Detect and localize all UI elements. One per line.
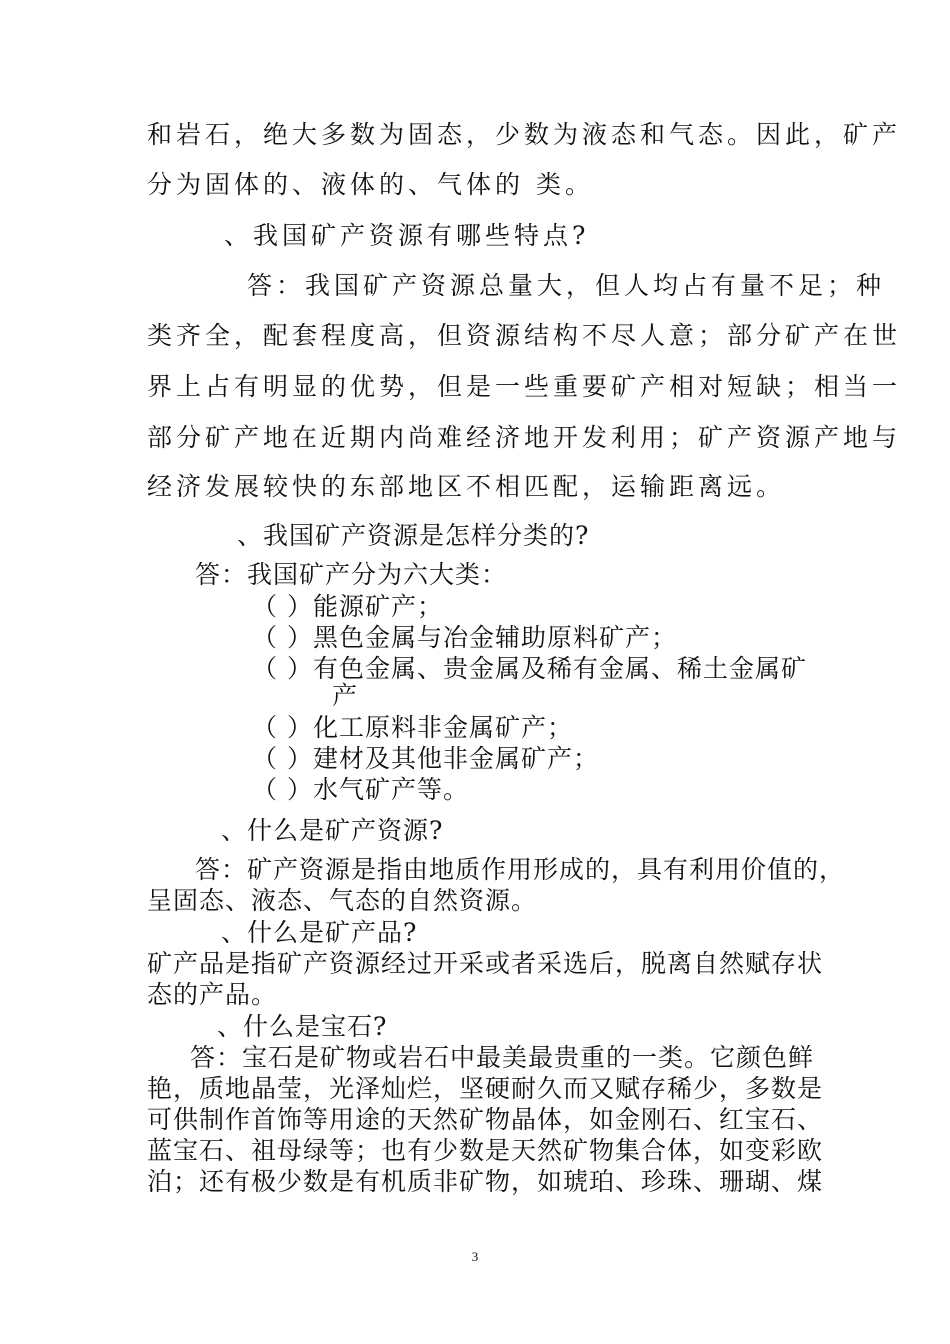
list-item: （ ）黑色金属与冶金辅助原料矿产； (252, 623, 677, 652)
question-heading: 、我国矿产资源有哪些特点? (224, 221, 590, 250)
answer-line: 答：宝石是矿物或岩石中最美最贵重的一类。它颜色鲜 (190, 1043, 815, 1072)
answer-line: 呈固态、液态、气态的自然资源。 (147, 886, 538, 915)
list-item: （ ）有色金属、贵金属及稀有金属、稀土金属矿 (252, 654, 807, 683)
list-item: （ ）化工原料非金属矿产； (252, 713, 573, 742)
answer-line: 蓝宝石、祖母绿等；也有少数是天然矿物集合体，如变彩欧 (147, 1136, 824, 1165)
answer-line: 部分矿产地在近期内尚难经济地开发利用；矿产资源产地与 (147, 423, 902, 452)
answer-line: 矿产品是指矿产资源经过开采或者采选后，脱离自然赋存状 (147, 949, 824, 978)
question-heading: 、什么是矿产资源? (221, 816, 444, 845)
answer-line: 经济发展较快的东部地区不相匹配，运输距离远。 (147, 472, 786, 501)
page-number: 3 (471, 1249, 479, 1264)
paragraph-line: 和岩石，绝大多数为固态，少数为液态和气态。因此，矿产 (147, 120, 902, 149)
list-item: 产 (332, 681, 359, 710)
question-heading: 、我国矿产资源是怎样分类的? (237, 521, 590, 550)
answer-line: 态的产品。 (147, 980, 278, 1009)
answer-line: 类齐全，配套程度高，但资源结构不尽人意；部分矿产在世 (147, 321, 902, 350)
question-heading: 、什么是矿产品? (221, 918, 418, 947)
paragraph-line: 分为固体的、液体的、气体的 类。 (147, 170, 594, 199)
answer-line: 答：矿产资源是指由地质作用形成的，具有利用价值的， (195, 855, 846, 884)
list-item: （ ）水气矿产等。 (252, 775, 469, 804)
answer-line: 可供制作首饰等用途的天然矿物晶体，如金刚石、红宝石、 (147, 1105, 824, 1134)
question-heading: 、什么是宝石? (217, 1012, 388, 1041)
answer-line: 界上占有明显的优势，但是一些重要矿产相对短缺；相当一 (147, 372, 902, 401)
answer-line: 答：我国矿产分为六大类： (195, 560, 508, 589)
list-item: （ ）能源矿产； (252, 592, 443, 621)
answer-line: 艳，质地晶莹，光泽灿烂，坚硬耐久而又赋存稀少，多数是 (147, 1074, 824, 1103)
list-item: （ ）建材及其他非金属矿产； (252, 744, 599, 773)
answer-line: 答：我国矿产资源总量大，但人均占有量不足；种 (247, 271, 886, 300)
answer-line: 泊；还有极少数是有机质非矿物，如琥珀、珍珠、珊瑚、煤 (147, 1167, 824, 1196)
